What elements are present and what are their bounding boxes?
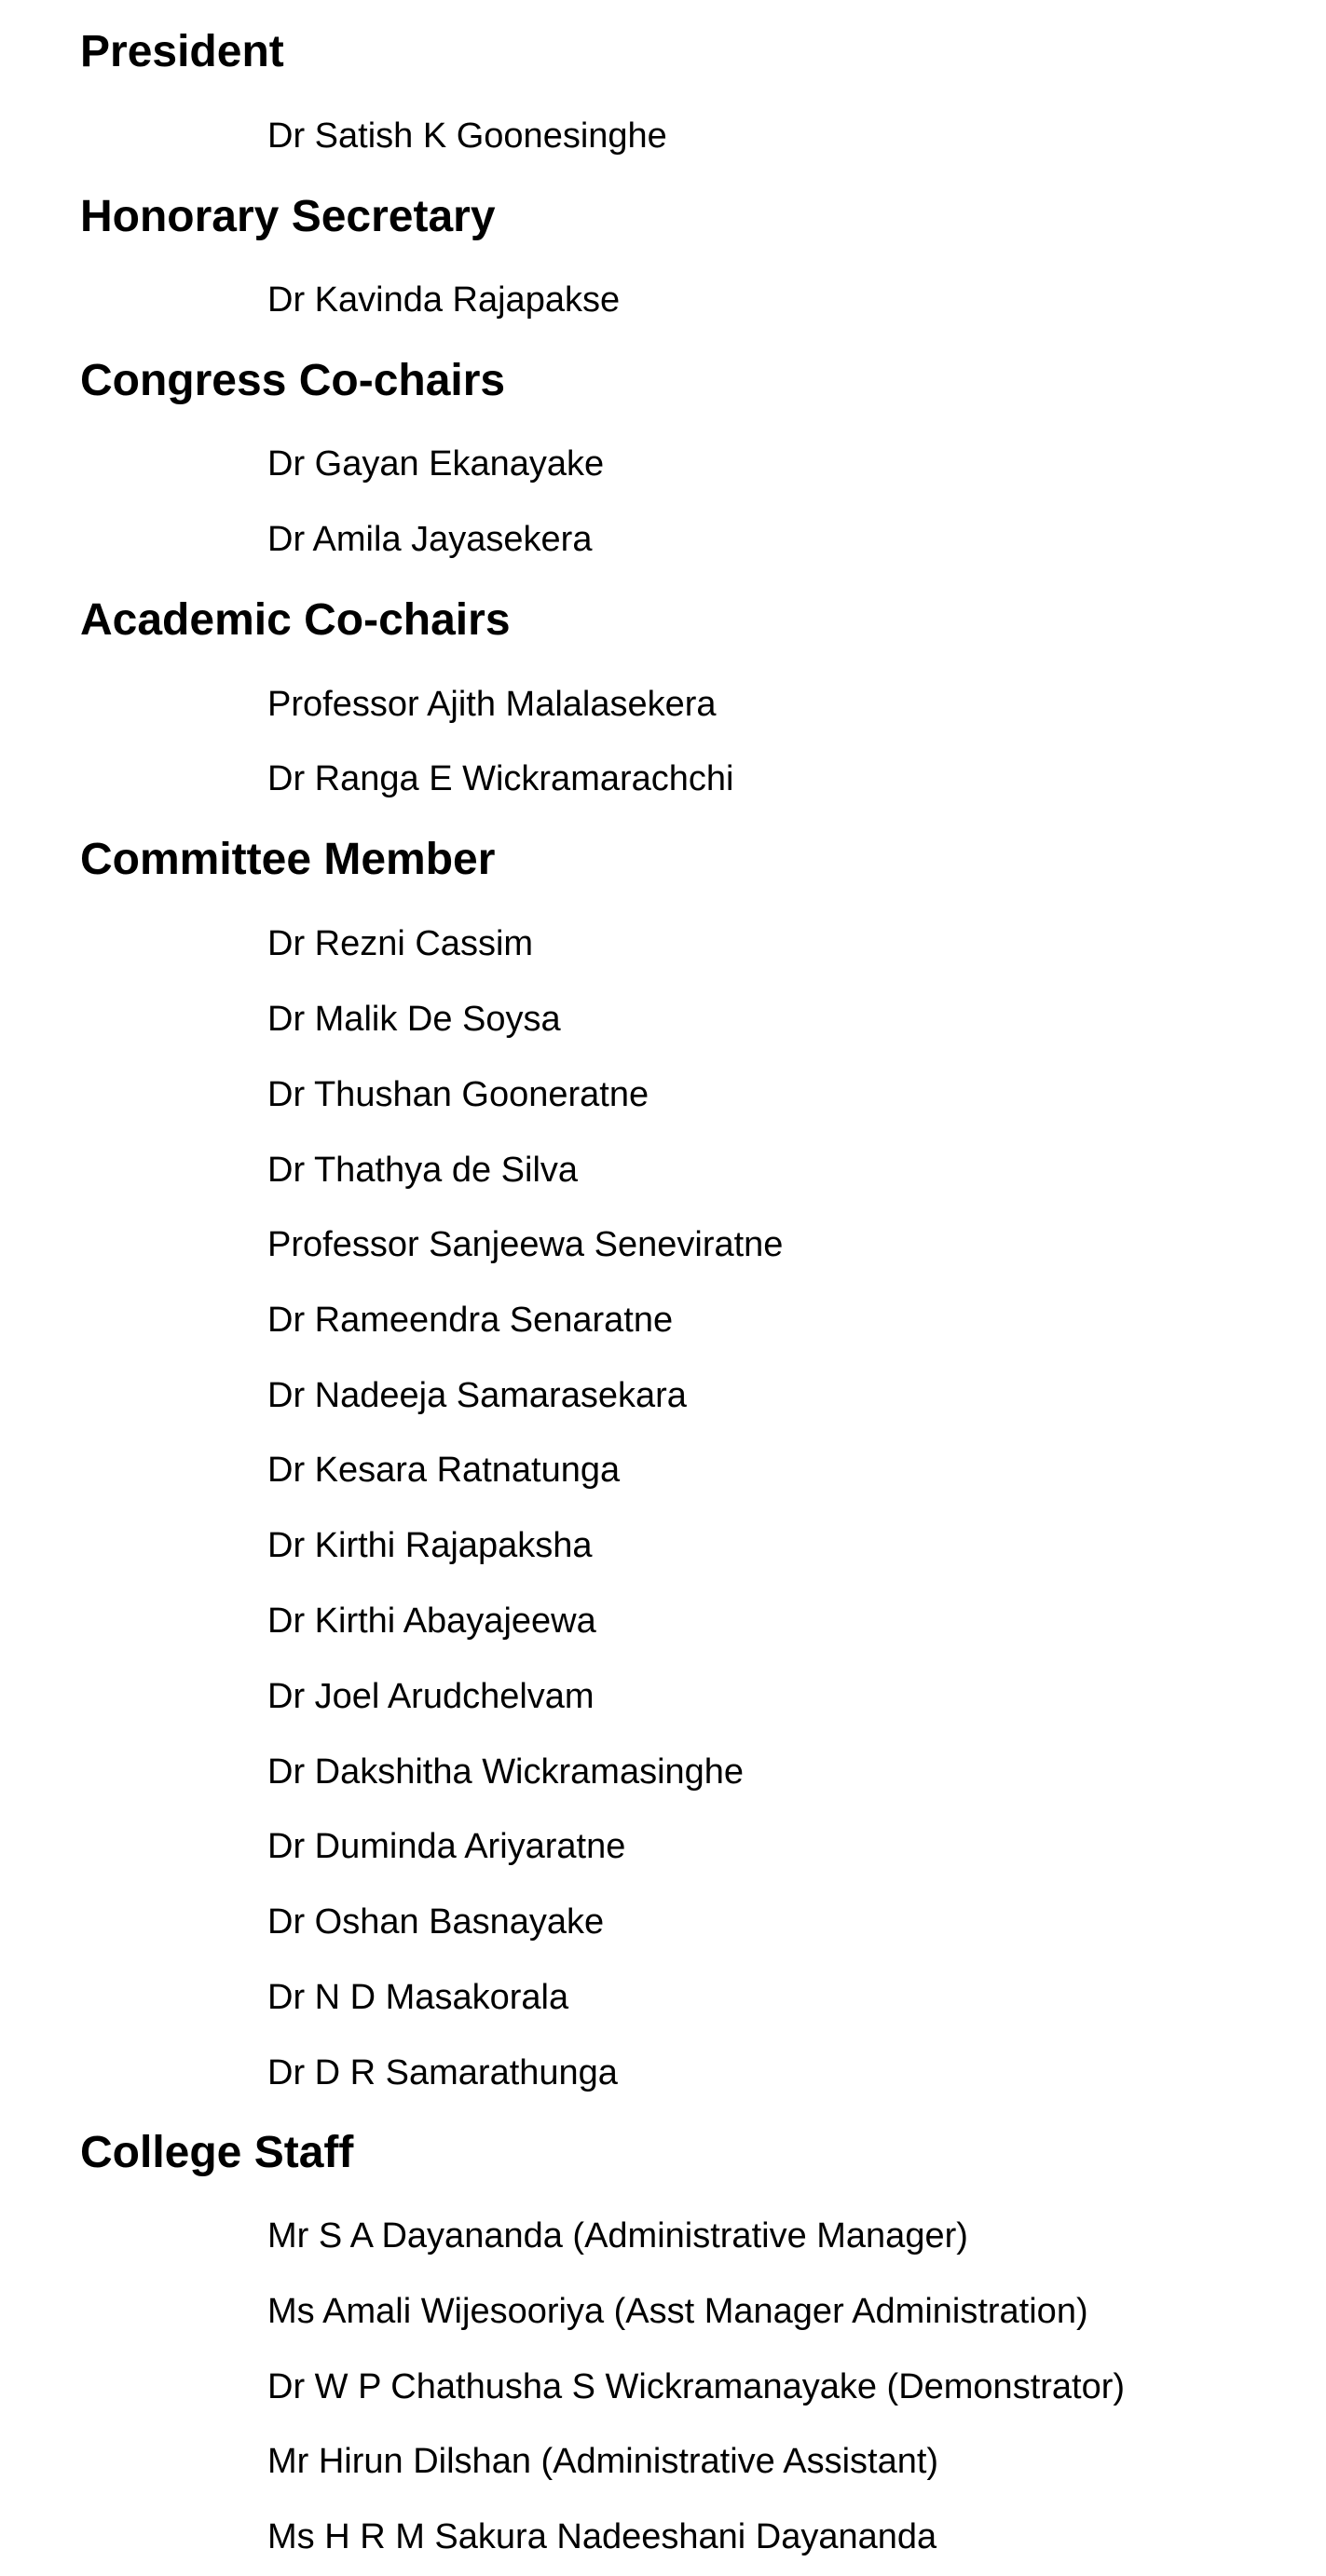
member-name: Dr Nadeeja Samarasekara <box>267 1376 687 1415</box>
member-name: Dr Kavinda Rajapakse <box>267 280 621 320</box>
member-name: Mr S A Dayananda (Administrative Manager) <box>267 2216 968 2256</box>
member-name: Ms Amali Wijesooriya (Asst Manager Administration) <box>267 2292 1088 2331</box>
member-name: Professor Ajith Malalasekera <box>267 685 717 724</box>
member-name: Dr W P Chathusha S Wickramanayake (Demonstrator) <box>267 2367 1126 2406</box>
section-heading-academic-co-chairs: Academic Co-chairs <box>80 595 511 645</box>
member-name: Mr Hirun Dilshan (Administrative Assistant) <box>267 2442 939 2481</box>
member-name: Ms H R M Sakura Nadeeshani Dayananda <box>267 2517 937 2556</box>
member-name: Dr Kirthi Rajapaksha <box>267 1526 593 1565</box>
member-name: Dr Thathya de Silva <box>267 1151 579 1190</box>
member-name: Dr Ranga E Wickramarachchi <box>267 759 734 798</box>
member-name: Dr Rameendra Senaratne <box>267 1301 674 1340</box>
member-name: Dr Joel Arudchelvam <box>267 1677 595 1716</box>
member-name: Dr Amila Jayasekera <box>267 520 593 559</box>
member-name: Professor Sanjeewa Seneviratne <box>267 1225 784 1264</box>
section-heading-committee-member: Committee Member <box>80 835 496 884</box>
member-name: Dr N D Masakorala <box>267 1978 569 2017</box>
member-name: Dr Kirthi Abayajeewa <box>267 1601 596 1641</box>
member-name: Dr Satish K Goonesinghe <box>267 116 667 156</box>
member-name: Dr Duminda Ariyaratne <box>267 1827 626 1866</box>
member-name: Dr Gayan Ekanayake <box>267 444 605 484</box>
section-heading-honorary-secretary: Honorary Secretary <box>80 192 496 241</box>
section-heading-president: President <box>80 27 284 76</box>
member-name: Dr Dakshitha Wickramasinghe <box>267 1752 745 1792</box>
section-heading-college-staff: College Staff <box>80 2128 354 2177</box>
section-heading-congress-co-chairs: Congress Co-chairs <box>80 356 506 405</box>
member-name: Dr Rezni Cassim <box>267 924 534 963</box>
member-name: Dr D R Samarathunga <box>267 2053 618 2092</box>
member-name: Dr Kesara Ratnatunga <box>267 1451 621 1490</box>
member-name: Dr Malik De Soysa <box>267 1000 561 1039</box>
member-name: Dr Thushan Gooneratne <box>267 1075 649 1114</box>
member-name: Dr Oshan Basnayake <box>267 1902 605 1942</box>
